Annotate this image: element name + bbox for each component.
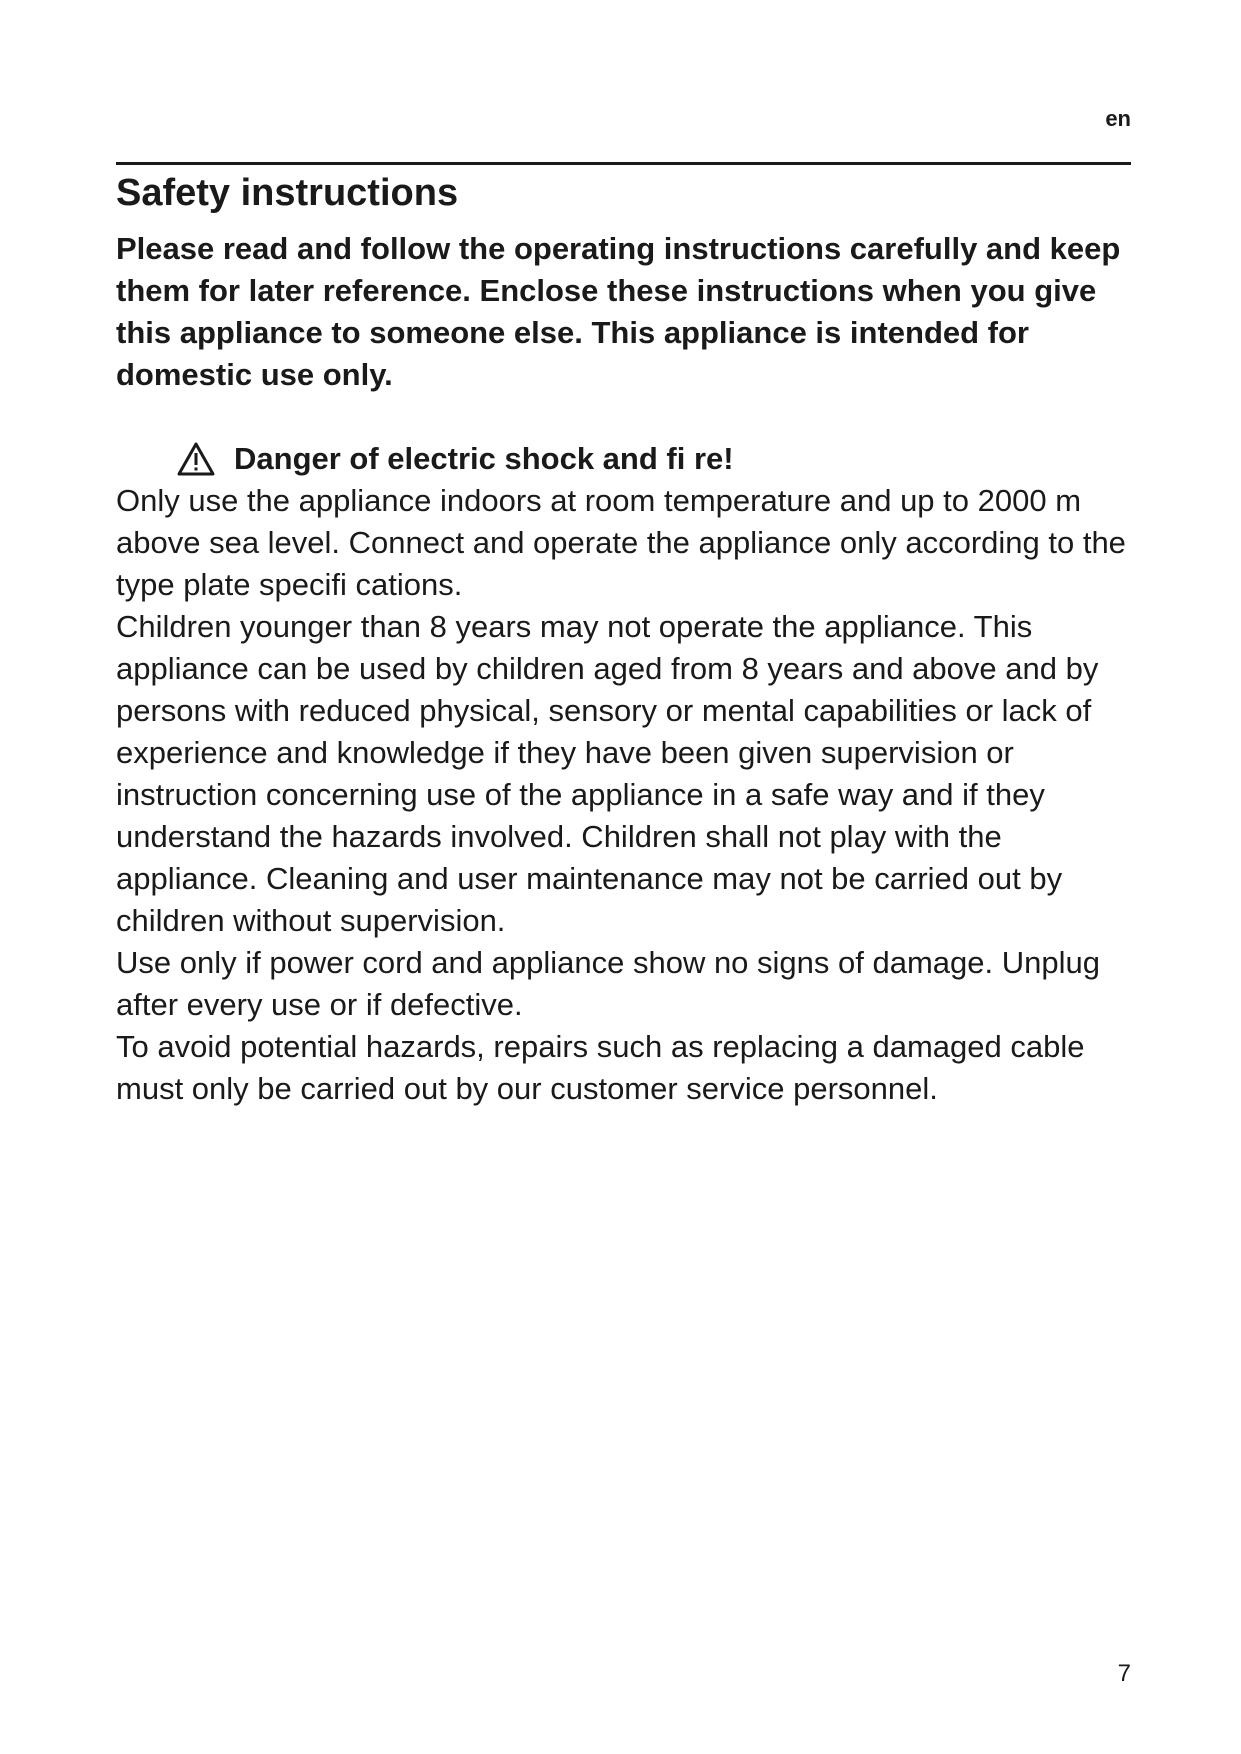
safety-section	[116, 166, 1131, 1110]
warning-paragraph: To avoid potential hazards, repairs such as replacing a damaged cable must only be carried out by our customer service personnel.	[116, 1029, 1085, 1106]
warning-heading	[116, 438, 1131, 480]
page-number: 7	[1117, 1660, 1131, 1687]
warning-paragraph: Use only if power cord and appliance show no signs of damage. Unplug after every use or if defective.	[116, 945, 1100, 1022]
warning-paragraph: Only use the appliance indoors at room temperature and up to 2000 m above sea level. Connect and operate the appliance only according to the type plate specifi cations.	[116, 483, 1126, 602]
warning-title: Danger of electric shock and fi re!	[234, 441, 734, 476]
warning-paragraph: Children younger than 8 years may not operate the appliance. This appliance can be used by children aged from 8 years and above and by persons with reduced physical, sensory or mental capabilities or lack of experience and knowledge if they have been given supervision or instruction concerning use of the appliance in a safe way and if they understand the hazards involved. Children shall not play with the appliance. Cleaning and user maintenance may not be carried out by children without supervision.	[116, 609, 1099, 938]
warning-triangle-icon	[176, 441, 216, 477]
intro-paragraph: Please read and follow the operating instructions carefully and keep them for later reference. Enclose these instructions when you give this appliance to someone else. This appliance is intended for domestic use only.	[116, 231, 1121, 392]
section-title: Safety instructions	[116, 172, 459, 214]
language-code: en	[1105, 106, 1131, 131]
header-divider	[116, 162, 1131, 165]
